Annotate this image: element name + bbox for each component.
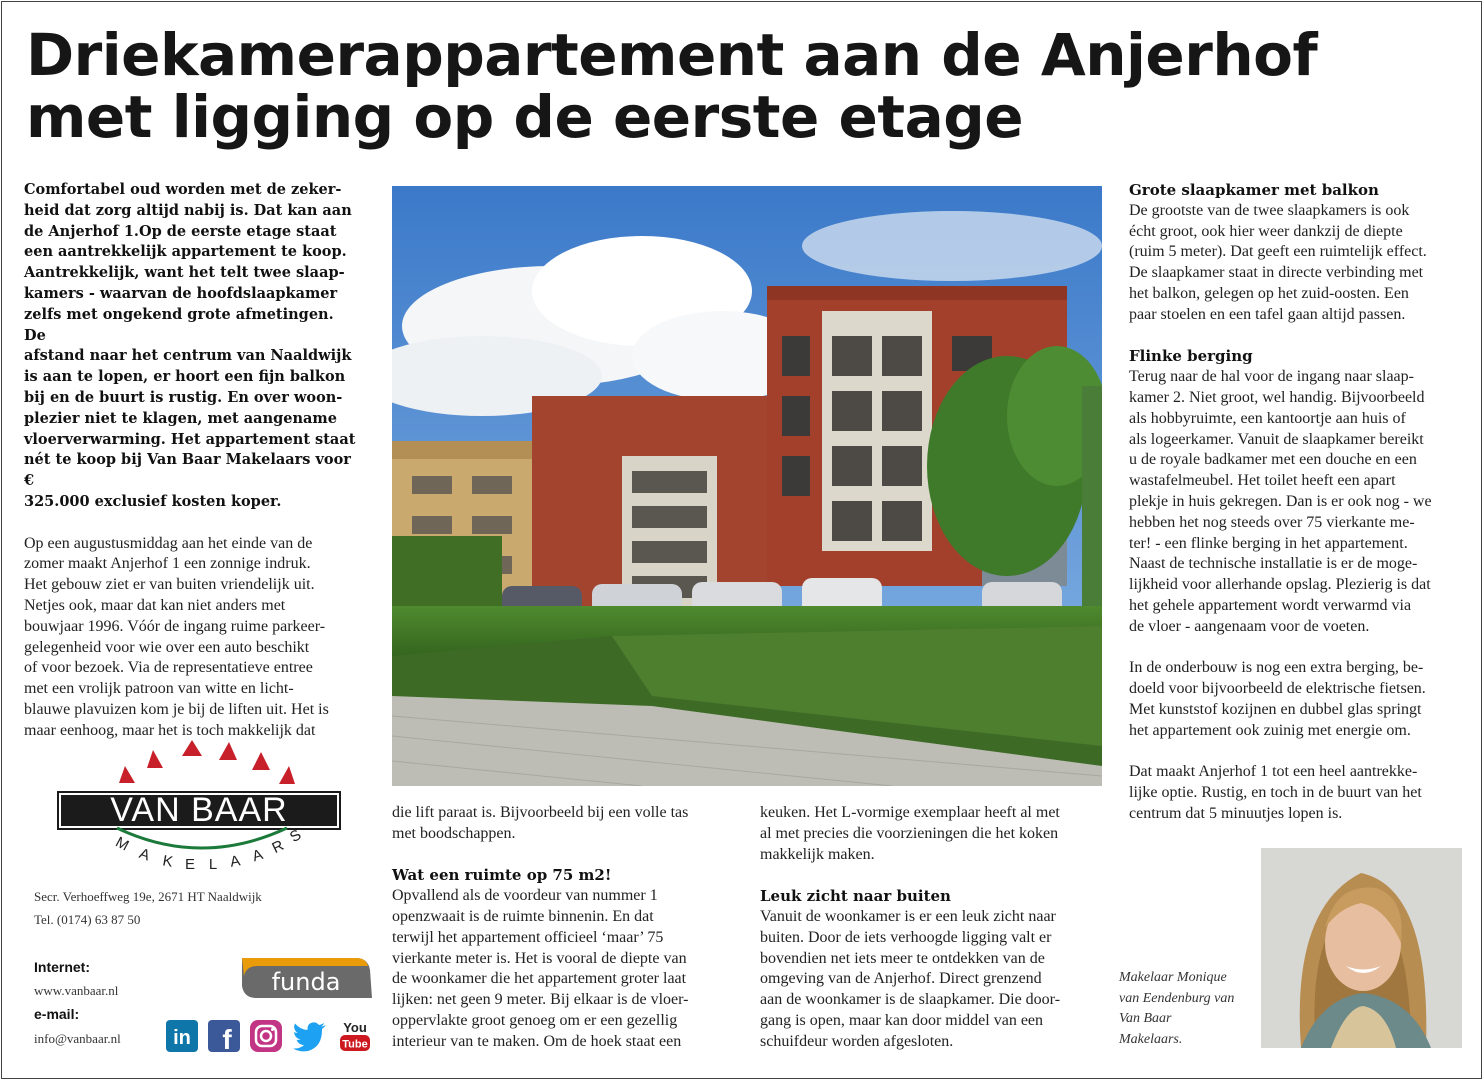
lead-line: bij en de buurt is rustig. En over woon- bbox=[24, 388, 343, 406]
twitter-icon[interactable] bbox=[292, 1020, 328, 1052]
caption-line: Makelaar Monique bbox=[1119, 970, 1227, 985]
body-line: of voor bezoek. Via de representatieve entree bbox=[24, 659, 313, 677]
logo-sub-letter: M bbox=[112, 833, 132, 855]
caption-line: Makelaars. bbox=[1119, 1031, 1183, 1047]
column-4 bbox=[1129, 180, 1469, 825]
body-line: écht groot, ook hier weer dankzij de diepte bbox=[1129, 222, 1403, 240]
website-link[interactable]: www.vanbaar.nl bbox=[34, 983, 119, 998]
section-heading-slaapkamer: Grote slaapkamer met balkon bbox=[1129, 181, 1379, 199]
body-line: De grootste van de twee slaapkamers is ook bbox=[1129, 201, 1410, 219]
funda-label: funda bbox=[271, 968, 341, 996]
headline-line-2: met ligging op de eerste etage bbox=[26, 83, 1024, 151]
lead-line: is aan te lopen, er hoort een fijn balkon bbox=[24, 368, 346, 386]
body-line: de vloer - aangenaam voor de voeten. bbox=[1129, 617, 1370, 635]
facebook-icon[interactable] bbox=[208, 1020, 240, 1052]
body-line: aan de woonkamer is de slaapkamer. Die door- bbox=[760, 991, 1061, 1009]
youtube-glyph-top: You bbox=[343, 1020, 367, 1035]
agent-portrait bbox=[1261, 848, 1462, 1048]
lead-paragraph bbox=[24, 180, 356, 513]
portrait-caption bbox=[1119, 968, 1254, 1050]
instagram-icon[interactable] bbox=[250, 1020, 282, 1052]
body-line: schuifdeur worden afgesloten. bbox=[760, 1032, 954, 1050]
email-link[interactable]: info@vanbaar.nl bbox=[34, 1031, 121, 1046]
logo-sub-letter: A bbox=[250, 846, 265, 866]
email-label: e-mail: bbox=[34, 1006, 80, 1022]
body-line: blauwe plavuizen kom je bij de liften uit. Het is bbox=[24, 700, 329, 718]
lead-line: nét te koop bij Van Baar Makelaars voor € bbox=[24, 451, 351, 490]
body-line: als hobbyruimte, een kantoortje aan huis of bbox=[1129, 409, 1406, 427]
body-line: gelegenheid voor wie over een auto beschikt bbox=[24, 638, 310, 656]
body-line: Naast de technische installatie is er de moge- bbox=[1129, 555, 1418, 573]
body-line: Netjes ook, maar dat kan niet anders met bbox=[24, 596, 286, 614]
body-line: Terug naar de hal voor de ingang naar slaap- bbox=[1129, 368, 1414, 386]
body-line: centrum dat 5 minuutjes lopen is. bbox=[1129, 804, 1343, 822]
body-line: vierkante meter is. Het is vooral de diepte van bbox=[392, 949, 687, 967]
lead-line: zelfs met ongekend grote afmetingen. De bbox=[24, 305, 334, 344]
body-line: met boodschappen. bbox=[392, 824, 516, 842]
body-line: bouwjaar 1996. Vóór de ingang ruime parkeer- bbox=[24, 617, 326, 635]
facebook-glyph: f bbox=[222, 1024, 232, 1052]
lead-line: Comfortabel oud worden met de zeker- bbox=[24, 181, 342, 198]
body-line: (ruim 5 meter). Dat geeft een ruimtelijk effect. bbox=[1129, 243, 1427, 261]
lead-line: vloerverwarming. Het appartement staat bbox=[24, 430, 356, 448]
body-line: lijken: net geen 9 meter. Bij elkaar is de vloer- bbox=[392, 991, 689, 1009]
youtube-glyph-bottom: Tube bbox=[342, 1038, 368, 1051]
body-line: het appartement ook zuinig met energie om. bbox=[1129, 721, 1411, 739]
body-line: Op een augustusmiddag aan het einde van de bbox=[24, 534, 313, 552]
body-line: het balkon, gelegen op het zuid-oosten. Een bbox=[1129, 284, 1409, 302]
body-line: maar eenhoog, maar het is toch makkelijk dat bbox=[24, 721, 316, 739]
headline bbox=[26, 21, 1466, 151]
youtube-icon[interactable] bbox=[338, 1018, 372, 1052]
body-line: terwijl het appartement officieel ‘maar’ 75 bbox=[392, 928, 664, 946]
body-line: In de onderbouw is nog een extra berging, be- bbox=[1129, 659, 1424, 677]
column-3 bbox=[760, 803, 1100, 1053]
headline-line-1: Driekamerappartement aan de Anjerhof bbox=[26, 21, 1318, 89]
body-line: doeld voor bijvoorbeeld de elektrische fietsen. bbox=[1129, 680, 1426, 698]
body-line: ter! - een flinke berging in het appartement. bbox=[1129, 534, 1408, 552]
body-line: paar stoelen en een tafel gaan altijd passen. bbox=[1129, 305, 1406, 323]
internet-label: Internet: bbox=[34, 959, 90, 975]
contact-phone: Tel. (0174) 63 87 50 bbox=[34, 912, 141, 927]
body-line: interieur van te maken. Om de hoek staat een bbox=[392, 1032, 682, 1050]
section-heading-zicht: Leuk zicht naar buiten bbox=[760, 887, 951, 906]
body-line: gang is open, maar kan door middel van een bbox=[760, 1011, 1044, 1029]
logo-sub-letter: L bbox=[208, 856, 218, 873]
body-line: Dat maakt Anjerhof 1 tot een heel aantrekke- bbox=[1129, 763, 1418, 781]
funda-badge[interactable] bbox=[238, 954, 374, 1002]
column-2 bbox=[392, 803, 732, 1053]
lead-line: Aantrekkelijk, want het telt twee slaap- bbox=[24, 264, 345, 282]
logo-sub-letter: K bbox=[161, 852, 175, 871]
body-line: plekje in huis gekregen. Dan is er ook nog - we bbox=[1129, 492, 1432, 510]
body-line: het gehele appartement wordt verwarmd via bbox=[1129, 596, 1412, 614]
lead-line: heid dat zorg altijd nabij is. Dat kan aan bbox=[24, 201, 352, 219]
body-line: lijke optie. Rustig, en toch in de buurt van het bbox=[1129, 784, 1422, 802]
body-line: die lift paraat is. Bijvoorbeeld bij een volle tas bbox=[392, 804, 689, 821]
body-line: Met kunststof kozijnen en dubbel glas springt bbox=[1129, 700, 1422, 718]
body-line: als logeerkamer. Vanuit de slaapkamer bereikt bbox=[1129, 430, 1424, 448]
body-line: hebben het nog steeds over 75 vierkante me- bbox=[1129, 513, 1415, 531]
van-baar-logo bbox=[57, 738, 345, 873]
intro-paragraph bbox=[24, 534, 356, 742]
column-1 bbox=[24, 180, 356, 742]
contact-address: Secr. Verhoeffweg 19e, 2671 HT Naaldwijk bbox=[34, 889, 262, 904]
body-line: bovendien net iets meer te ontdekken van de bbox=[760, 949, 1045, 967]
building-photo bbox=[392, 186, 1102, 786]
lead-line: afstand naar het centrum van Naaldwijk bbox=[24, 347, 352, 365]
section-heading-ruimte: Wat een ruimte op 75 m2! bbox=[392, 866, 612, 885]
lead-line: 325.000 exclusief kosten koper. bbox=[24, 492, 282, 510]
logo-sub-letter: A bbox=[136, 845, 153, 865]
logo-name: VAN BAAR bbox=[57, 791, 341, 830]
body-line: openzwaait is de ruimte binnenin. En dat bbox=[392, 907, 654, 925]
body-line: oppervlakte groot genoeg om er een gezellig bbox=[392, 1011, 678, 1029]
body-line: lijkheid voor allerhande opslag. Plezierig is dat bbox=[1129, 576, 1431, 594]
body-line: zomer maakt Anjerhof 1 een zonnige indruk. bbox=[24, 555, 311, 573]
body-line: kamer 2. Niet groot, wel handig. Bijvoorbeeld bbox=[1129, 388, 1425, 406]
lead-line: kamers - waarvan de hoofdslaapkamer bbox=[24, 284, 338, 302]
section-heading-berging: Flinke berging bbox=[1129, 347, 1253, 366]
body-line: Het gebouw ziet er van buiten vriendelijk uit. bbox=[24, 576, 315, 594]
body-line: omgeving van de Anjerhof. Direct grenzend bbox=[760, 970, 1042, 988]
logo-sub-letter: E bbox=[184, 856, 196, 873]
linkedin-icon[interactable] bbox=[166, 1020, 198, 1052]
linkedin-glyph: in bbox=[173, 1027, 191, 1049]
logo-sub-letter: R bbox=[269, 836, 287, 857]
body-line: wastafelmeubel. Het toilet heeft een apart bbox=[1129, 472, 1396, 490]
lead-line: plezier niet te klagen, met aangename bbox=[24, 409, 337, 427]
logo-sub-letter: S bbox=[286, 826, 305, 847]
lead-line: de Anjerhof 1.Op de eerste etage staat bbox=[24, 222, 337, 240]
body-line: De slaapkamer staat in directe verbinding met bbox=[1129, 264, 1424, 282]
body-line: met een vrolijk patroon van witte en licht- bbox=[24, 680, 294, 698]
caption-line: Van Baar bbox=[1119, 1011, 1172, 1026]
body-line: al met precies die voorzieningen die het koken bbox=[760, 824, 1059, 842]
roof-triangles-icon bbox=[57, 738, 345, 793]
logo-sub-letter: A bbox=[228, 852, 242, 871]
body-line: makkelijk maken. bbox=[760, 845, 875, 863]
body-line: de woonkamer die het appartement groter laat bbox=[392, 970, 687, 988]
body-line: Opvallend als de voordeur van nummer 1 bbox=[392, 887, 658, 905]
body-line: buiten. Door de iets verhoogde ligging valt er bbox=[760, 928, 1052, 946]
body-line: Vanuit de woonkamer is er een leuk zicht naar bbox=[760, 907, 1056, 925]
lead-line: een aantrekkelijk appartement te koop. bbox=[24, 243, 347, 261]
body-line: keuken. Het L-vormige exemplaar heeft al met bbox=[760, 804, 1060, 821]
logo-subtitle bbox=[57, 818, 345, 878]
caption-line: van Eendenburg van bbox=[1119, 990, 1235, 1006]
body-line: u de royale badkamer met een douche en een bbox=[1129, 451, 1417, 469]
